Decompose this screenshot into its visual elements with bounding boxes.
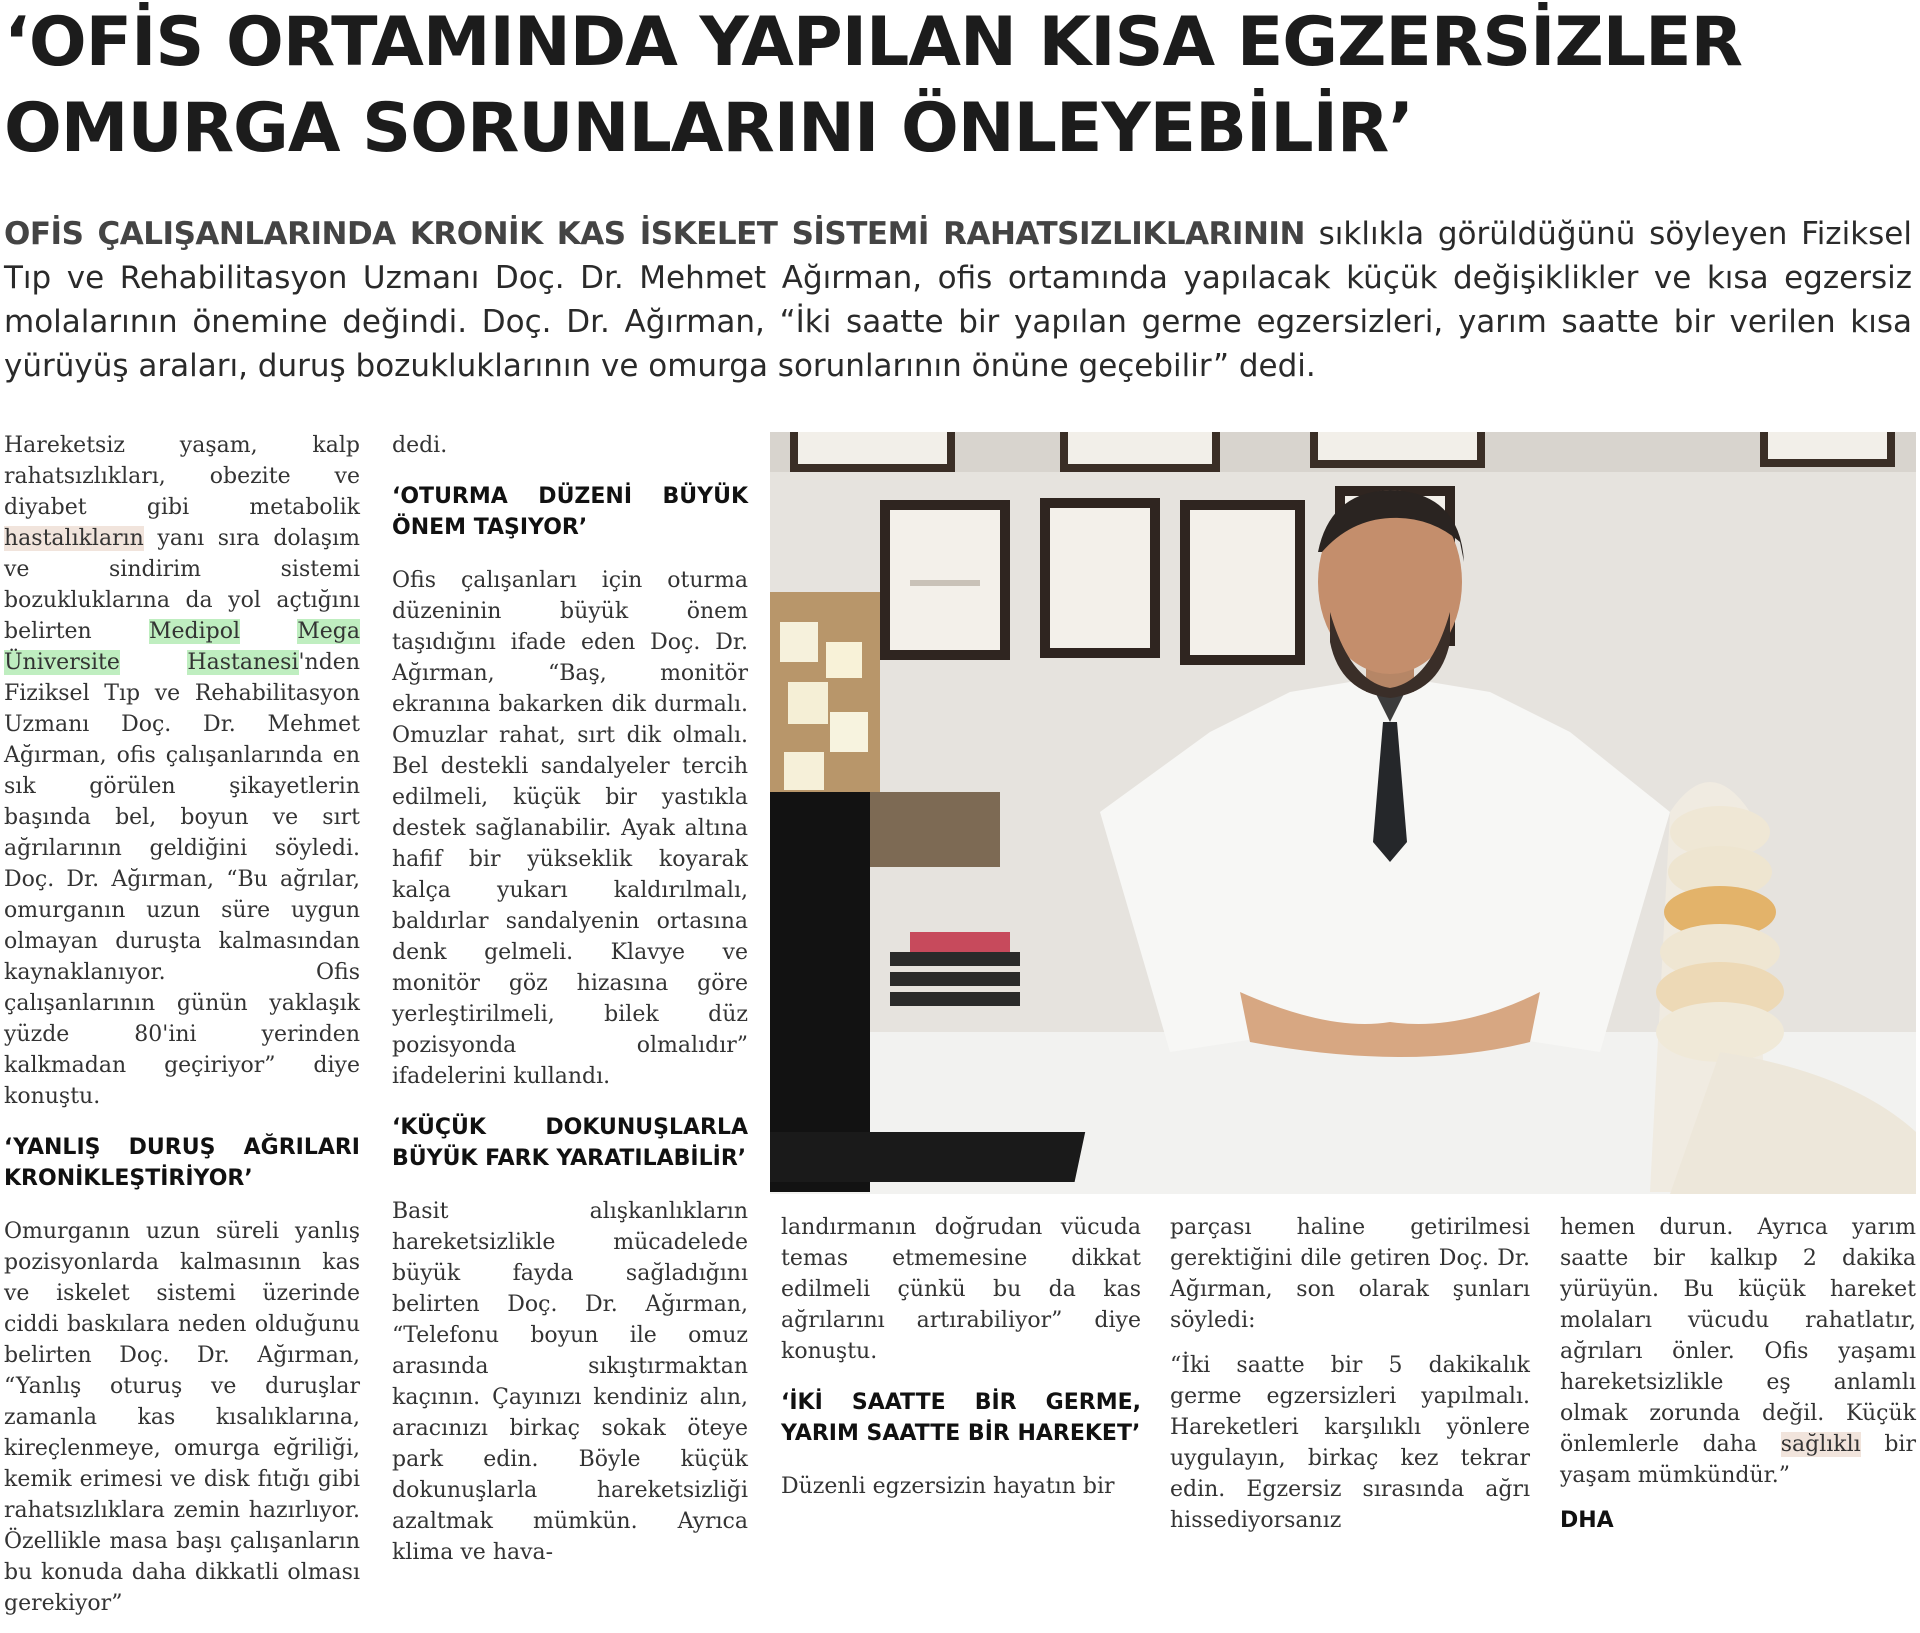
highlight-universite: Üniversite: [4, 650, 120, 675]
doctor-photo-illustration: [770, 432, 1916, 1194]
text-run: Hareketsiz yaşam, kalp rahatsızlıkları, obezite ve diyabet gibi metabolik: [4, 433, 360, 520]
highlight-mega: Mega: [297, 619, 360, 644]
text-run: 'nden Fiziksel Tıp ve Rehabilitasyon Uzmanı Doç. Dr. Mehmet Ağırman, ofis çalışanlarında en sık görülen şikayetlerin başında bel, boyun ve sırt ağrılarının geldiğini söyledi. Doç. Dr. Ağırman, “Bu ağrılar, omurganın uzun süre uygun olmayan duruşta kalmasından kaynaklanıyor. Ofis çalışanlarının günün yaklaşık yüzde 80'ini yerinden kalkmadan geçiriyor” diye konuştu.: [4, 650, 360, 1109]
headline-line-1: ‘OFİS ORTAMINDA YAPILAN KISA EGZERSİZLER: [4, 3, 1742, 82]
highlight-saglikli: sağlıklı: [1780, 1432, 1861, 1457]
article-column-5: [1560, 1212, 1916, 1550]
subheading-kucuk-dokunuslar: ‘KÜÇÜK DOKUNUŞLARLA BÜYÜK FARK YARATILABİLİR’: [392, 1115, 748, 1171]
article-column-1: [4, 430, 360, 1633]
lede-caps: OFİS ÇALIŞANLARINDA KRONİK KAS İSKELET SİSTEMİ RAHATSIZLIKLARININ: [4, 216, 1305, 252]
col4-paragraph-2: “İki saatte bir 5 dakikalık germe egzersizleri yapılmalı. Hareketleri karşılıklı yönlere uygulayın, birkaç kez tekrar edin. Egzersiz sırasında ağrı hissediyorsanız: [1170, 1353, 1530, 1533]
subheading-yanlis-durus: ‘YANLIŞ DURUŞ AĞRILARI KRONİKLEŞTİRİYOR’: [4, 1135, 360, 1191]
highlight-hastaliklarin: hastalıkların: [4, 526, 144, 551]
lede-text: sıklıkla görüldüğünü söyleyen Fiziksel Tıp ve Rehabilitasyon Uzmanı Doç. Dr. Mehmet Ağırman, ofis ortamında yapılacak küçük değişiklikler ve kısa egzersiz molalarının önemine değindi. Doç. Dr. Ağırman, “İki saatte bir yapılan germe egzersizleri, yarım saatte bir verilen kısa yürüyüş araları, duruş bozukluklarının ve omurga sorunlarının önüne geçebilir” dedi.: [4, 216, 1912, 384]
col1-paragraph-1: [4, 430, 360, 1112]
col2-paragraph-2: Ofis çalışanları için oturma düzeninin büyük önem taşıdığını ifade eden Doç. Dr. Ağırman, “Baş, monitör ekranına bakarken dik durmalı. Omuzlar rahat, sırt dik olmalı. Bel destekli sandalyeler tercih edilmeli, küçük bir yastıkla destek sağlanabilir. Ayak altına hafif bir yükseklik koyarak kalça yukarı kaldırılmalı, baldırlar sandalyenin ortasına denk gelmeli. Klavye ve monitör göz hizasına göre yerleştirilmeli, bilek düz pozisyonda olmalıdır” ifadelerini kullandı.: [392, 568, 748, 1089]
highlight-hastanesi: Hastanesi: [187, 650, 299, 675]
headline-line-2: OMURGA SORUNLARINI ÖNLEYEBİLİR’: [4, 89, 1414, 168]
col2-paragraph-1: dedi.: [392, 433, 448, 458]
subheading-oturma-duzeni: ‘OTURMA DÜZENİ BÜYÜK ÖNEM TAŞIYOR’: [392, 484, 748, 540]
article-column-2: [392, 430, 748, 1582]
col2-paragraph-3: Basit alışkanlıkların hareketsizlikle mücadelede büyük fayda sağladığını belirten Doç. Dr. Ağırman, “Telefonu boyun ile omuz arasında sıkıştırmaktan kaçının. Çayınızı kendiniz alın, aracınızı birkaç sokak öteye park edin. Böyle küçük dokunuşlarla hareketsizliği azaltmak mümkün. Ayrıca klima ve hava-: [392, 1199, 748, 1565]
col4-paragraph-1: parçası haline getirilmesi gerektiğini dile getiren Doç. Dr. Ağırman, son olarak şunları söyledi:: [1170, 1215, 1530, 1333]
article-column-4: [1170, 1212, 1530, 1550]
headline: [4, 0, 1916, 172]
lede-paragraph: [4, 212, 1912, 388]
text-run: hemen durun. Ayrıca yarım saatte bir kalkıp 2 dakika yürüyün. Bu küçük hareket molaları vücudu rahatlatır, ağrıları önler. Ofis yaşamı hareketsizlikle eş anlamlı olmak zorunda değil. Küçük önlemlerle daha: [1560, 1215, 1916, 1457]
text-run: bir yaşam mümkündür.”: [1560, 1432, 1916, 1488]
text-run: yanı sıra dolaşım ve sindirim sistemi bozukluklarına da yol açtığını belirten: [4, 526, 360, 644]
subheading-iki-saatte-bir: ‘İKİ SAATTE BİR GERME, YARIM SAATTE BİR HAREKET’: [781, 1390, 1141, 1446]
highlight-medipol: Medipol: [148, 619, 240, 644]
col3-paragraph-1: landırmanın doğrudan vücuda temas etmemesine dikkat edilmeli çünkü bu da kas ağrılarını artırabiliyor” diye konuştu.: [781, 1215, 1141, 1364]
doctor-photo: [770, 432, 1916, 1194]
col3-paragraph-2: Düzenli egzersizin hayatın bir: [781, 1474, 1115, 1499]
byline-agency: DHA: [1560, 1508, 1614, 1533]
col5-paragraph-1: [1560, 1212, 1916, 1491]
col1-paragraph-2: Omurganın uzun süreli yanlış pozisyonlarda kalmasının kas ve iskelet sistemi üzerinde ciddi baskılara neden olduğunu belirten Doç. Dr. Ağırman, “Yanlış oturuş ve duruşlar zamanla kas kısalıklarına, kireçlenmeye, omurga eğriliği, kemik erimesi ve disk fıtığı gibi rahatsızlıklara zemin hazırlıyor. Özellikle masa başı çalışanların bu konuda daha dikkatli olması gerekiyor”: [4, 1219, 360, 1616]
article-column-3: [781, 1212, 1141, 1516]
